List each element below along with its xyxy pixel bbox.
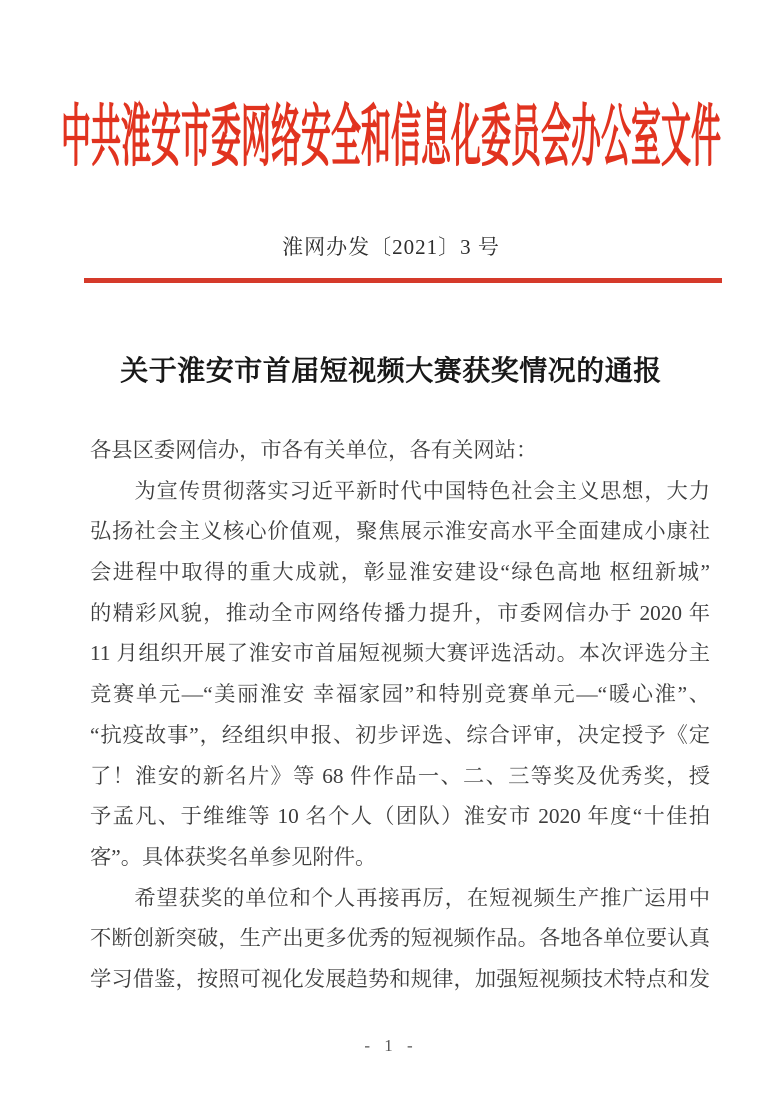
body-text-line: 竞赛单元—“美丽淮安 幸福家园”和特别竞赛单元—“暖心淮”、 [90, 682, 710, 707]
body-text-line: 各县区委网信办，市各有关单位，各有关网站： [90, 438, 538, 462]
body-text-line: “抗疫故事”，经组织申报、初步评选、综合评审，决定授予《定 [90, 722, 710, 747]
document-number: 淮网办发〔2021〕3 号 [282, 235, 500, 259]
page-number: - 1 - [364, 1036, 418, 1055]
body-text-line: 了！淮安的新名片》等 68 件作品一、二、三等奖及优秀奖，授 [90, 763, 710, 788]
document-body [90, 430, 710, 1000]
body-text-line: 11 月组织开展了淮安市首届短视频大赛评选活动。本次评选分主 [90, 641, 710, 666]
body-text-line: 客”。具体获奖名单参见附件。 [90, 844, 377, 869]
red-divider-line [84, 278, 722, 283]
body-text-line: 学习借鉴，按照可视化发展趋势和规律，加强短视频技术特点和发 [90, 966, 710, 991]
body-text-line: 的精彩风貌，推动全市网络传播力提升，市委网信办于 2020 年 [90, 600, 710, 625]
body-text-line: 不断创新突破，生产出更多优秀的短视频作品。各地各单位要认真 [90, 926, 710, 951]
body-text-line: 会进程中取得的重大成就，彰显淮安建设“绿色高地 枢纽新城” [90, 560, 710, 585]
body-text-line: 希望获奖的单位和个人再接再厉，在短视频生产推广运用中 [90, 885, 710, 910]
body-text-line: 弘扬社会主义核心价值观，聚焦展示淮安高水平全面建成小康社 [90, 519, 710, 544]
body-text-line: 为宣传贯彻落实习近平新时代中国特色社会主义思想，大力 [90, 478, 710, 503]
red-letterhead-title: 中共淮安市委网络安全和信息化委员会办公室文件 [61, 100, 721, 175]
body-text-line: 予孟凡、于维维等 10 名个人（团队）淮安市 2020 年度“十佳拍 [90, 804, 710, 829]
document-title: 关于淮安市首届短视频大赛获奖情况的通报 [120, 356, 662, 387]
